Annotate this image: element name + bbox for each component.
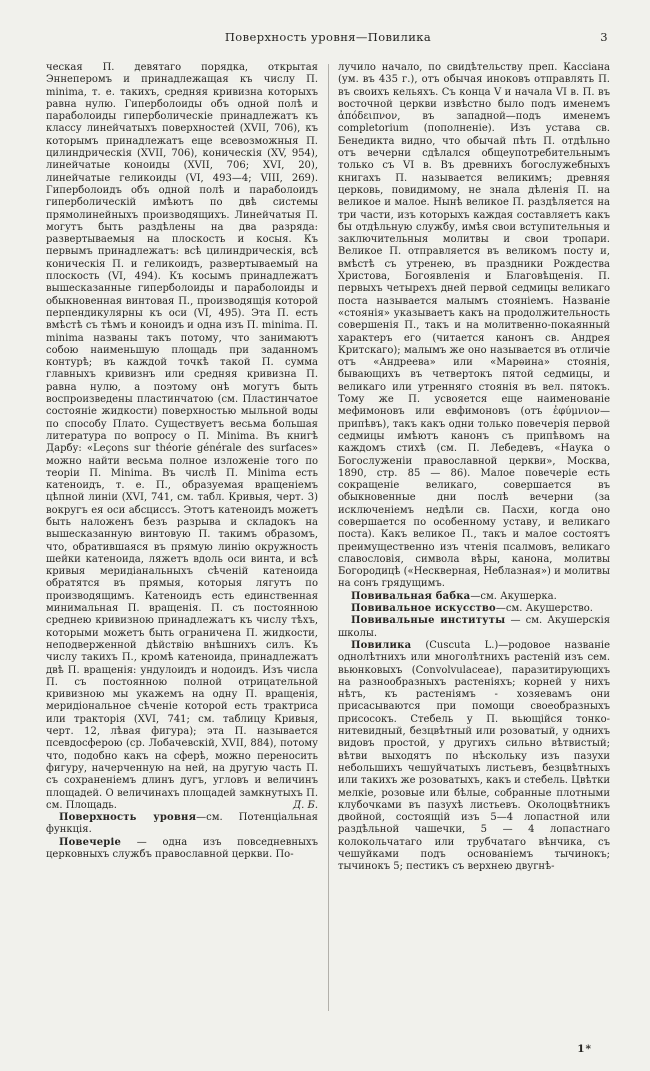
running-title: Поверхность уровня—Повилика bbox=[224, 30, 432, 44]
entry-povivalnye-instituty bbox=[338, 615, 610, 640]
entry-povivalnaya-babka bbox=[338, 591, 610, 603]
author-signature: Д. Б. bbox=[292, 799, 318, 811]
entry-text: —см. Потенціальная функція. bbox=[46, 812, 318, 836]
text-columns bbox=[46, 62, 610, 1031]
entry-povilika bbox=[338, 640, 610, 874]
continuation-paragraph bbox=[46, 62, 318, 812]
signature-mark: 1* bbox=[577, 1043, 592, 1055]
entry-text: — см. Акушерскія школы. bbox=[338, 615, 611, 639]
entry-povivalnoe-iskusstvo bbox=[338, 603, 610, 615]
entry-povecherie bbox=[46, 837, 318, 862]
entry-text: — одна изъ повседневныхъ церковныхъ службъ православной церкви. По- bbox=[46, 836, 318, 860]
continuation-paragraph bbox=[338, 62, 610, 591]
entry-poverkhnost-urovnya bbox=[46, 812, 318, 837]
entry-term: Повивальные институты bbox=[351, 615, 506, 627]
page-header bbox=[46, 30, 610, 46]
entry-text: (Cuscuta L.)—родовое названіе однолѣтнихъ или многолѣтнихъ растеній изъ сем. вьюнковыхъ (Convolvulaceae), паразитирующихъ на разнообразныхъ растеніяхъ; корней у нихъ нѣтъ, къ растеніямъ - хозяевамъ они присасываются при помощи своеобразныхъ присосокъ. Стебель у П. вьющійся тонко-нитевидный, безцвѣтный или розоватый, у однихъ видовъ простой, у другихъ сильно вѣтвистый; вѣтви выходятъ по нѣскольку изъ пазухи небольшихъ чешуйчатыхъ листьевъ, безцвѣтныхъ или такихъ же розоватыхъ, какъ и стебель. Цвѣтки мелкіе, розовые или бѣлые, собранные плотными клубочками въ пазухѣ листьевъ. Околоцвѣтникъ двойной, состоящій изъ 5—4 лопастной или раздѣльной чашечки, 5 — 4 лопастнаго колокольчатаго или трубчатаго вѣнчика, съ чешуйками подъ основаніемъ тычинокъ; тычинокъ 5; пестикъ съ верхнею двугнѣ- bbox=[338, 639, 610, 873]
entry-text: —см. Акушерство. bbox=[495, 603, 593, 615]
column-divider bbox=[328, 64, 329, 1011]
left-column bbox=[46, 62, 318, 1031]
entry-term: Повечеріе bbox=[59, 836, 122, 848]
entry-term: Повивальная бабка bbox=[351, 590, 471, 602]
right-column bbox=[338, 62, 610, 1031]
entry-term: Поверхность уровня bbox=[59, 812, 197, 824]
entry-term: Повивальное искусство bbox=[351, 603, 496, 615]
continuation-text: ческая П. девятаго порядка, открытая Эннеперомъ и принадлежащая къ числу П. minima, т. е. такихъ, средняя кривизна которыхъ равна нулю. Гиперболоиды объ одной полѣ и параболоиды гиперболическіе принадлежатъ къ классу линейчатыхъ поверхностей (XVII, 706), къ которымъ принадлежатъ еще всевозможныя П. цилиндрическія (XVII, 706), коническія (XV, 954), линейчатые коноиды (XVII, 706; XVI, 20), линейчатые геликоиды (VI, 493—4; VIII, 269). Гиперболоидъ объ одной полѣ и параболоидъ гиперболическій имѣютъ по двѣ системы прямолинейныхъ производящихъ. Линейчатыя П. могутъ быть раздѣлены на два разряда: развертываемыя на плоскость и косыя. Къ первымъ принадлежатъ: всѣ цилиндрическія, всѣ коническія П. и геликоидъ, развертываемый на плоскость (VI, 494). Къ косымъ принадлежатъ вышесказанные гиперболоиды и параболоиды и обыкновенная винтовая П., производящія которой перпендикулярны къ оси (VI, 495). Эта П. есть вмѣстѣ съ тѣмъ и коноидъ и одна изъ П. minima. П. minima названы такъ потому, что занимаютъ собою наименьшую площадь при заданномъ контурѣ; въ каждой точкѣ такой П. сумма главныхъ кривизнъ или средняя кривизна П. равна нулю, а поэтому онѣ могутъ быть воспроизведены пластинчатою (см. Пластинчатое состояніе жидкости) поверхностью мыльной воды по способу Плато. Существуетъ весьма большая литература по вопросу о П. Minima. Въ книгѣ Дарбу: «Leçons sur théorie générale des surfaces» можно найти весьма полное изложеніе того по теоріи П. Minima. Въ числѣ П. Minima есть катеноидъ, т. е. П., образуемая вращеніемъ цѣпной линіи (XVI, 741, см. табл. Кривыя, черт. 3) вокругъ ея оси абсциссъ. Этотъ катеноидъ можетъ быть наложенъ безъ разрыва и складокъ на вышесказанную винтовую П. такимъ образомъ, что, обратившаяся въ прямую линію окружность шейки катеноида, ляжетъ вдоль оси винта, и всѣ кривыя меридіанальныхъ сѣченій катеноида обратятся въ прямыя, которыя лягутъ по производящимъ. Катеноидъ есть единственная минимальная П. вращенія. П. съ постоянною среднею кривизною принадлежатъ къ числу тѣхъ, которыми можетъ быть ограничена П. жидкости, неподверженной дѣйствію внѣшнихъ силъ. Къ числу такихъ П., кромѣ катеноида, принадлежатъ двѣ П. вращенія: ундулоидъ и нодоидъ. Изъ числа П. съ постоянною полной отрицательной кривизною мы укажемъ на одну П. вращенія, меридіональное сѣченіе которой есть трактриса или тракторія (XVI, 741; см. таблицу Кривыя, черт. 12, лѣвая фигура); эта П. называется псевдосферою (ср. Лобачевскій, XVII, 884), потому что, подобно какъ на сферѣ, можно переносить фигуру, начерченную на ней, на другую часть П. съ сохраненіемъ длинъ дугъ, угловъ и величинъ площадей. О величинахъ площадей замкнутыхъ П. см. Площадь. bbox=[46, 62, 318, 811]
entry-term: Повилика bbox=[351, 639, 412, 651]
page-number: 3 bbox=[600, 30, 608, 44]
entry-text: —см. Акушерка. bbox=[470, 590, 557, 602]
continuation-text: лучило начало, по свидѣтельству преп. Кассіана (ум. въ 435 г.), отъ обычая иноковъ отправлять П. въ своихъ кельяхъ. Съ конца V и начала VI в. П. въ восточной церкви извѣстно было подъ именемъ ἀπόδειπνον, въ западной—подъ именемъ completorium (пополненіе). Изъ устава св. Бенедикта видно, что обычай пѣть П. отдѣльно отъ вечерни сдѣлался общеупотребительнымъ только съ VI в. Въ древнихъ богослужебныхъ книгахъ П. называется великимъ; древняя церковь, повидимому, не знала дѣленія П. на великое и малое. Нынѣ великое П. раздѣляется на три части, изъ которыхъ каждая составляетъ какъ бы отдѣльную службу, имѣя свои вступительныя и заключительныя молитвы и свои тропари. Великое П. отправляется въ великомъ посту и, вмѣстѣ съ утренею, въ праздники Рождества Христова, Богоявленія и Благовѣщенія. П. первыхъ четырехъ дней первой седмицы великаго поста называется малымъ стояніемъ. Названіе «стоянія» указываетъ какъ на продолжительность совершенія П., такъ и на молитвенно-покаянный характеръ его (читается канонъ св. Андрея Критскаго); малымъ же оно называется въ отличіе отъ «Андреева» или «Марѳина» стоянія, бывающихъ въ четвертокъ пятой седмицы, и великаго или утренняго стоянія въ вел. пятокъ. Тому же П. усвояется еще наименованіе мефимоновъ или евфимоновъ (отъ ἐφύμνιον—припѣвъ), такъ какъ одни только повечерія первой седмицы имѣютъ канонъ съ припѣвомъ на каждомъ стихѣ (см. П. Лебедевъ, «Наука о Богослуженіи православной церкви», Москва, 1890, стр. 85 — 86). Малое повечеріе есть сокращеніе великаго, совершается въ обыкновенные дни послѣ вечерни (за исключеніемъ недѣли св. Пасхи, когда оно совершается по особенному уставу, и великаго поста). Какъ великое П., такъ и малое состоятъ преимущественно изъ чтенія псалмовъ, великаго славословія, символа вѣры, канона, молитвы Богородицѣ («Нескверная, Неблазная») и молитвы на сонъ грядущимъ. bbox=[338, 62, 610, 590]
